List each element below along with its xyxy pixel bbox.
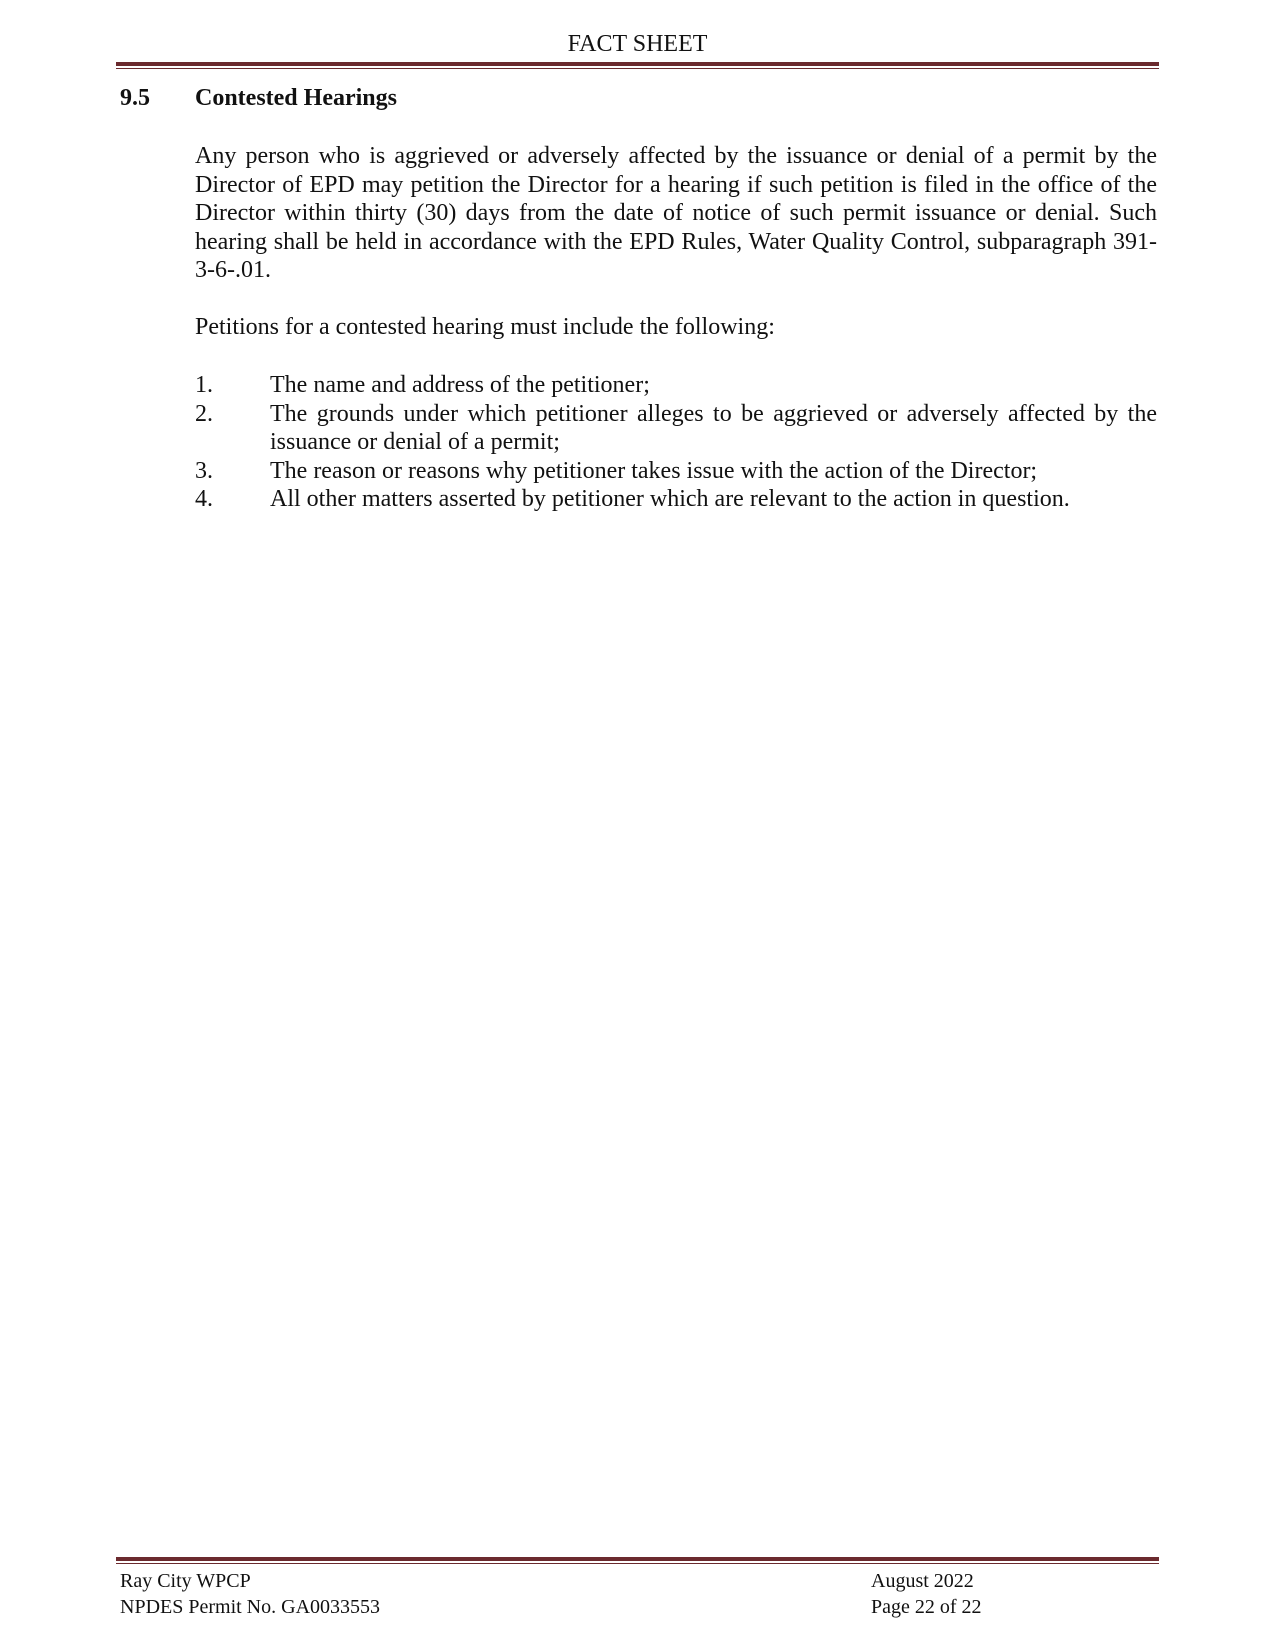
footer-page-number: Page 22 of 22 — [871, 1596, 982, 1618]
list-item-text: The reason or reasons why petitioner takes issue with the action of the Director; — [270, 457, 1038, 484]
list-item-text: The grounds under which petitioner alleges to be aggrieved or adversely affected by the issuance or denial of a permit; — [270, 400, 1157, 455]
list-item-number: 4. — [195, 486, 213, 512]
footer-permit-number: NPDES Permit No. GA0033553 — [120, 1596, 381, 1618]
list-item — [195, 371, 1157, 400]
list-item — [195, 400, 1157, 457]
header-rule — [116, 62, 1159, 69]
petition-requirements-list — [195, 371, 1157, 514]
list-item-number: 1. — [195, 372, 213, 398]
list-item-text: The name and address of the petitioner; — [270, 372, 650, 398]
section-title: Contested Hearings — [195, 85, 397, 111]
list-item — [195, 457, 1157, 486]
footer-left — [120, 1568, 380, 1620]
paragraph-hearing-rights: Any person who is aggrieved or adversely affected by the issuance or denial of a permit by the Director of EPD may petition the Director for a hearing if such petition is filed in the office of the Director within thirty (30) days from the date of notice of such permit issuance or denial. Such hearing shall be held in accordance with the EPD Rules, Water Quality Control, subparagraph 391-3-6-.01. — [195, 143, 1157, 283]
footer-right — [871, 1568, 982, 1620]
list-item-number: 2. — [195, 400, 213, 427]
paragraph-petition-requirements: Petitions for a contested hearing must include the following: — [195, 314, 775, 340]
page-header-title: FACT SHEET — [567, 31, 708, 57]
list-item — [195, 485, 1157, 514]
list-item-text: All other matters asserted by petitioner which are relevant to the action in question. — [270, 486, 1070, 512]
footer-date: August 2022 — [871, 1570, 974, 1592]
footer-facility: Ray City WPCP — [120, 1570, 251, 1592]
list-item-number: 3. — [195, 457, 213, 484]
footer-rule — [116, 1557, 1159, 1564]
section-number: 9.5 — [120, 85, 150, 111]
